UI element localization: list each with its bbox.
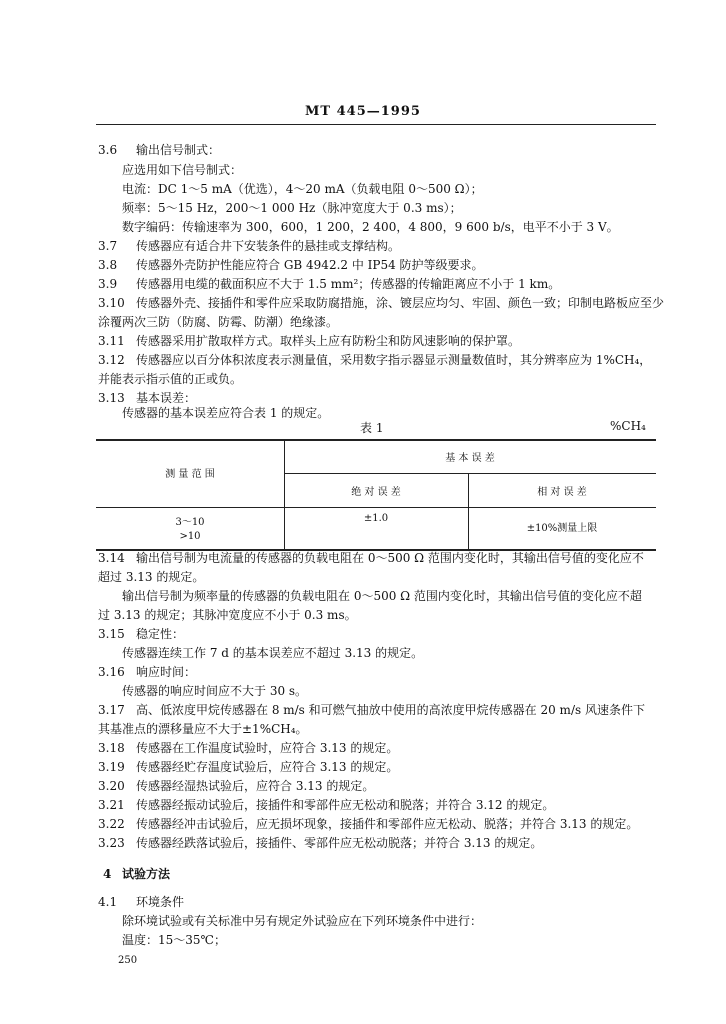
clause-number: 3.12	[98, 353, 125, 367]
table-caption: 表 1	[360, 421, 384, 435]
line-text: 并能表示指示值的正或负。	[98, 372, 243, 386]
paragraph-line	[0, 605, 726, 625]
line-text: 除环境试验或有关标准中另有规定外试验应在下列环境条件中进行：	[122, 914, 483, 928]
paragraph-line	[0, 567, 726, 587]
clause-number: 3.21	[98, 798, 125, 812]
header-basic-error: 基 本 误 差	[445, 453, 495, 464]
clause-3-12	[0, 350, 726, 370]
clause-number: 3.13	[98, 391, 125, 405]
clause-number: 4.1	[98, 895, 118, 909]
clause-3-6	[0, 140, 726, 160]
clause-text: 传感器经湿热试验后，应符合 3.13 的规定。	[136, 779, 375, 793]
clause-number: 3.10	[98, 296, 125, 310]
cell-range-1: 3～10	[175, 517, 205, 528]
line-text: 输出信号制为频率量的传感器的负载电阻在 0～500 Ω 范围内变化时，其输出信号值的变化应不超	[122, 589, 642, 603]
paragraph-line	[0, 643, 726, 663]
clause-3-14	[0, 548, 726, 568]
section-4-heading	[0, 864, 726, 884]
clause-text: 输出信号制为电流量的传感器的负载电阻在 0～500 Ω 范围内变化时，其输出信号值的变化应不	[136, 551, 644, 565]
clause-number: 3.11	[98, 334, 125, 348]
line-text: 传感器连续工作 7 d 的基本误差应不超过 3.13 的规定。	[122, 646, 424, 660]
clause-number: 3.15	[98, 627, 125, 641]
clause-text: 传感器在工作温度试验时，应符合 3.13 的规定。	[136, 741, 399, 755]
clause-text: 传感器应以百分体积浓度表示测量值，采用数字指示器显示测量数值时，其分辨率应为 1%CH₄，	[136, 353, 652, 367]
clause-text: 传感器经振动试验后，接插件和零部件应无松动和脱落；并符合 3.12 的规定。	[136, 798, 555, 812]
paragraph-line	[0, 312, 726, 332]
clause-text: 传感器用电缆的截面积应不大于 1.5 mm²；传感器的传输距离应不小于 1 km。	[136, 277, 561, 291]
paragraph-line	[0, 160, 726, 180]
header-rule	[96, 124, 656, 125]
line-text: 超过 3.13 的规定。	[98, 570, 205, 584]
line-text: 数字编码：传输速率为 300，600，1 200，2 400，4 800，9 600 b/s，电平不小于 3 V。	[122, 220, 619, 234]
clause-3-11	[0, 331, 726, 351]
clause-number: 3.16	[98, 665, 125, 679]
clause-3-10	[0, 293, 726, 313]
clause-text: 高、低浓度甲烷传感器在 8 m/s 和可燃气抽放中使用的高浓度甲烷传感器在 20 m/s 风速条件下	[136, 703, 645, 717]
paragraph-line	[0, 217, 726, 237]
clause-text: 稳定性：	[136, 627, 185, 641]
clause-3-18	[0, 738, 726, 758]
clause-3-17	[0, 700, 726, 720]
paragraph-line	[0, 681, 726, 701]
paragraph-line	[0, 911, 726, 931]
clause-number: 3.22	[98, 817, 125, 831]
paragraph-line	[0, 179, 726, 199]
section-title: 试验方法	[122, 867, 171, 881]
clause-3-7	[0, 236, 726, 256]
clause-text: 传感器采用扩散取样方式。取样头上应有防粉尘和防风速影响的保护罩。	[136, 334, 521, 348]
clause-3-22	[0, 814, 726, 834]
clause-text: 传感器经冲击试验后，应无损坏现象，接插件和零部件应无松动、脱落；并符合 3.13 的规定。	[136, 817, 639, 831]
cell-range-2: >10	[179, 531, 201, 542]
line-text: 温度：15～35℃；	[122, 933, 226, 947]
line-text: 应选用如下信号制式：	[122, 163, 243, 177]
clause-text: 基本误差：	[136, 391, 197, 405]
clause-number: 3.14	[98, 551, 125, 565]
clause-number: 3.20	[98, 779, 125, 793]
paragraph-line	[0, 586, 726, 606]
clause-text: 环境条件	[136, 895, 185, 909]
line-text: 涂覆两次三防（防腐、防霉、防潮）绝缘漆。	[98, 315, 339, 329]
clause-text: 响应时间：	[136, 665, 197, 679]
table-rule-header	[96, 507, 656, 508]
clause-text: 传感器外壳防护性能应符合 GB 4942.2 中 IP54 防护等级要求。	[136, 258, 484, 272]
table-caption-row	[0, 417, 726, 437]
clause-text: 输出信号制式：	[136, 143, 221, 157]
paragraph-line	[0, 369, 726, 389]
line-text: 其基准点的漂移量应不大于±1%CH₄。	[98, 722, 308, 736]
standard-number: MT 445—1995	[305, 104, 421, 119]
clause-3-19	[0, 757, 726, 777]
clause-number: 3.7	[98, 239, 118, 253]
cell-absolute-value: ±1.0	[363, 513, 389, 524]
clause-3-16	[0, 662, 726, 682]
clause-number: 3.18	[98, 741, 125, 755]
header-range: 测 量 范 围	[165, 469, 215, 480]
clause-number: 3.9	[98, 277, 118, 291]
paragraph-line	[0, 930, 726, 950]
page-number: 250	[118, 955, 138, 966]
clause-4-1	[0, 892, 726, 912]
clause-number: 3.19	[98, 760, 125, 774]
clause-3-21	[0, 795, 726, 815]
header-absolute-error: 绝 对 误 差	[351, 487, 401, 498]
paragraph-line	[0, 719, 726, 739]
table-unit: %CH₄	[610, 419, 646, 433]
line-text: 电流：DC 1～5 mA（优选），4～20 mA（负载电阻 0～500 Ω）；	[122, 182, 483, 196]
line-text: 频率：5～15 Hz，200～1 000 Hz（脉冲宽度大于 0.3 ms）；	[122, 201, 462, 215]
clause-number: 3.6	[98, 143, 118, 157]
line-text: 传感器的响应时间应不大于 30 s。	[122, 684, 308, 698]
clause-3-15	[0, 624, 726, 644]
clause-text: 传感器经跌落试验后，接插件、零部件应无松动脱落；并符合 3.13 的规定。	[136, 836, 543, 850]
clause-3-20	[0, 776, 726, 796]
clause-3-23	[0, 833, 726, 853]
cell-relative-value: ±10%测量上限	[526, 523, 598, 534]
error-table	[96, 439, 656, 551]
line-text: 过 3.13 的规定；其脉冲宽度应不小于 0.3 ms。	[98, 608, 357, 622]
clause-3-8	[0, 255, 726, 275]
clause-number: 3.23	[98, 836, 125, 850]
clause-text: 传感器经贮存温度试验后，应符合 3.13 的规定。	[136, 760, 399, 774]
header-relative-error: 相 对 误 差	[537, 487, 587, 498]
table-rule-top	[96, 439, 656, 441]
clause-3-9	[0, 274, 726, 294]
paragraph-line	[0, 198, 726, 218]
clause-number: 3.8	[98, 258, 118, 272]
line-text: 传感器的基本误差应符合表 1 的规定。	[122, 406, 330, 420]
section-number: 4	[103, 867, 112, 881]
table-rule-sub	[284, 473, 656, 474]
clause-text: 传感器外壳、接插件和零件应采取防腐措施，涂、镀层应均匀、牢固、颜色一致；印制电路板应至少	[136, 296, 665, 310]
clause-number: 3.17	[98, 703, 125, 717]
clause-text: 传感器应有适合井下安装条件的悬挂或支撑结构。	[136, 239, 401, 253]
